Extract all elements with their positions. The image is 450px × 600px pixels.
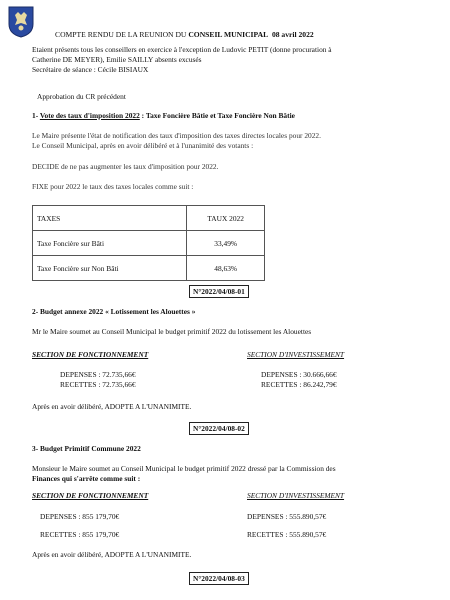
section-1-fixe: FIXE pour 2022 le taux des taxes locales comme suit :	[32, 182, 194, 191]
attendance-line-2: Catherine DE MEYER), Emilie SAILLY absents excusés	[32, 55, 202, 64]
table-cell: 33,49%	[187, 231, 265, 256]
section-3-investissement-title: SECTION D'INVESTISSEMENT	[247, 491, 345, 500]
title-prefix: COMPTE RENDU DE LA REUNION DU	[55, 30, 189, 39]
section-2-fonct-recettes: RECETTES : 72.735,66€	[60, 380, 136, 389]
section-1-heading-rest: : Taxe Foncière Bâtie et Taxe Foncière Non Bâtie	[139, 111, 295, 120]
table-row	[33, 256, 265, 281]
section-3-intro-1: Monsieur le Maire soumet au Conseil Municipal le budget primitif 2022 dressé par la Commission des	[32, 464, 336, 473]
section-3-intro-2: Finances qui s'arrête comme suit :	[32, 474, 141, 483]
deliberation-ref-1: N°2022/04/08-01	[189, 285, 249, 298]
section-2-fonctionnement-title: SECTION DE FONCTIONNEMENT	[32, 350, 149, 359]
page-title	[55, 30, 314, 39]
table-header-cell: TAUX 2022	[187, 206, 265, 231]
attendance-line-1: Etaient présents tous les conseillers en exercice à l'exception de Ludovic PETIT (donne procuration à	[32, 45, 332, 54]
section-1-heading	[32, 111, 295, 120]
section-1-number: 1-	[32, 111, 40, 120]
section-1-paragraph-1: Le Maire présente l'état de notification des taux d'imposition des taxes directes locales pour 2022.	[32, 131, 321, 140]
section-2-investissement-title: SECTION D'INVESTISSEMENT	[247, 350, 345, 359]
section-3-fonctionnement-title: SECTION DE FONCTIONNEMENT	[32, 491, 149, 500]
approval-line: Approbation du CR précédent	[37, 92, 126, 101]
section-3-result: Après en avoir délibéré, ADOPTE A L'UNANIMITE.	[32, 550, 192, 559]
section-2-intro: Mr le Maire soumet au Conseil Municipal le budget primitif 2022 du lotissement les Alouettes	[32, 327, 312, 336]
section-2-invest-recettes: RECETTES : 86.242,79€	[261, 380, 337, 389]
section-2-invest-depenses: DEPENSES : 30.666,66€	[261, 370, 337, 379]
table-header-row	[33, 206, 265, 231]
section-1-heading-underlined: Vote des taux d'imposition 2022	[39, 111, 140, 120]
tax-rate-table	[32, 205, 265, 281]
secretary-line: Secrétaire de séance : Cécile BISIAUX	[32, 65, 149, 74]
table-cell: Taxe Foncière sur Non Bâti	[33, 256, 187, 281]
section-3-invest-depenses: DEPENSES : 555.890,57€	[247, 512, 327, 521]
section-3-fonct-depenses: DEPENSES : 855 179,70€	[40, 512, 120, 521]
section-2-result: Après en avoir délibéré, ADOPTE A L'UNANIMITE.	[32, 402, 192, 411]
section-3-invest-recettes: RECETTES : 555.890,57€	[247, 530, 327, 539]
section-2-fonct-depenses: DEPENSES : 72.735,66€	[60, 370, 136, 379]
title-date	[268, 30, 314, 39]
section-1-decide: DECIDE de ne pas augmenter les taux d'imposition pour 2022.	[32, 162, 219, 171]
title-date-text: 08 avril 2022	[271, 30, 314, 39]
table-row	[33, 231, 265, 256]
section-3-heading: 3- Budget Primitif Commune 2022	[32, 444, 141, 453]
table-cell: 48,63%	[187, 256, 265, 281]
deliberation-ref-2: N°2022/04/08-02	[189, 422, 249, 435]
section-1-paragraph-2: Le Conseil Municipal, après en avoir délibéré et à l'unanimité des votants :	[32, 141, 254, 150]
coat-of-arms-icon	[8, 6, 34, 38]
section-2-heading: 2- Budget annexe 2022 « Lotissement les Alouettes »	[32, 307, 196, 316]
deliberation-ref-3: N°2022/04/08-03	[189, 572, 249, 585]
title-bold: CONSEIL MUNICIPAL	[188, 30, 269, 39]
table-header-cell: TAXES	[33, 206, 187, 231]
section-3-fonct-recettes: RECETTES : 855 179,70€	[40, 530, 120, 539]
table-cell: Taxe Foncière sur Bâti	[33, 231, 187, 256]
